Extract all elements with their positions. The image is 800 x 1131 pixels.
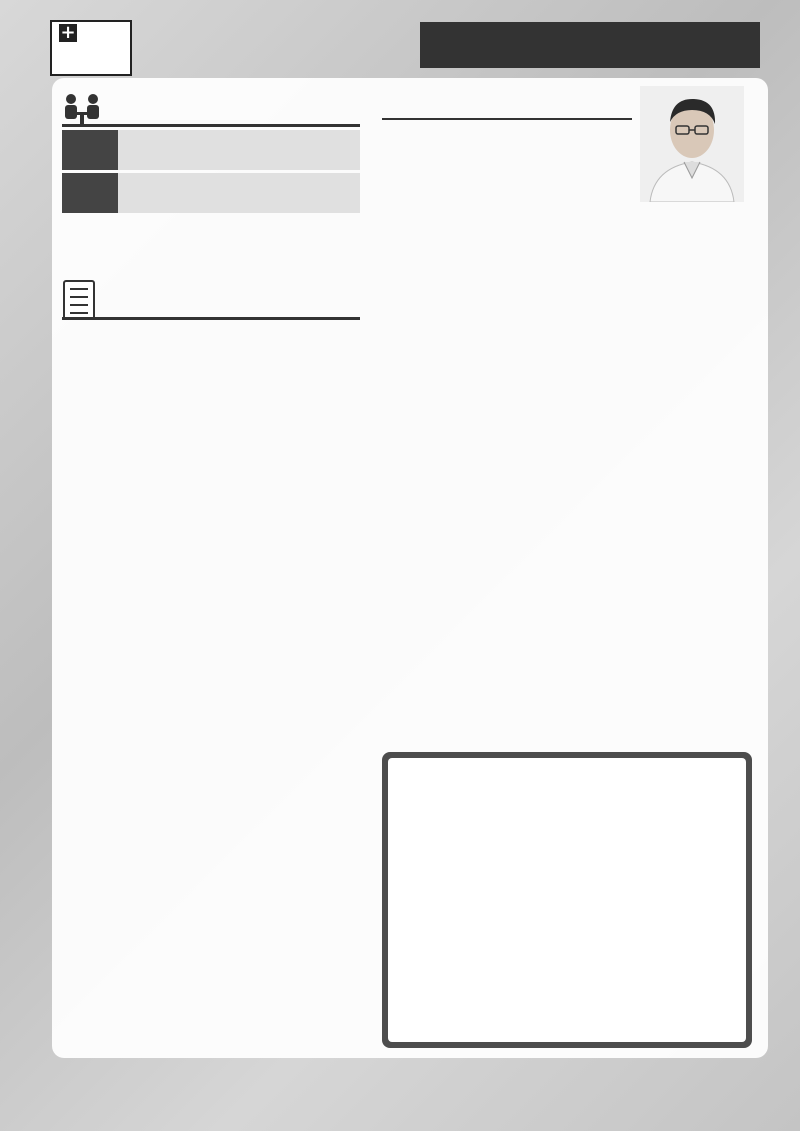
- recruitment-inner: [388, 758, 746, 1042]
- date-value: [118, 130, 360, 170]
- doctor-portrait-photo: [640, 86, 744, 202]
- place-value: [118, 173, 360, 213]
- date-label: [62, 130, 118, 170]
- salon-place-row: [62, 173, 360, 213]
- hospital-news-logo: [50, 20, 128, 72]
- document-icon: [63, 280, 95, 320]
- salon-title-rule: [62, 124, 360, 127]
- greeting-title-rule: [382, 118, 632, 120]
- salon-date-row: [62, 130, 360, 170]
- page-header: [0, 0, 800, 75]
- cross-icon: +: [60, 22, 76, 43]
- people-meeting-icon: [62, 92, 102, 128]
- page-title: [420, 22, 760, 68]
- recruitment-box: [382, 752, 752, 1048]
- schedule-title-rule: [62, 317, 360, 320]
- place-label: [62, 173, 118, 213]
